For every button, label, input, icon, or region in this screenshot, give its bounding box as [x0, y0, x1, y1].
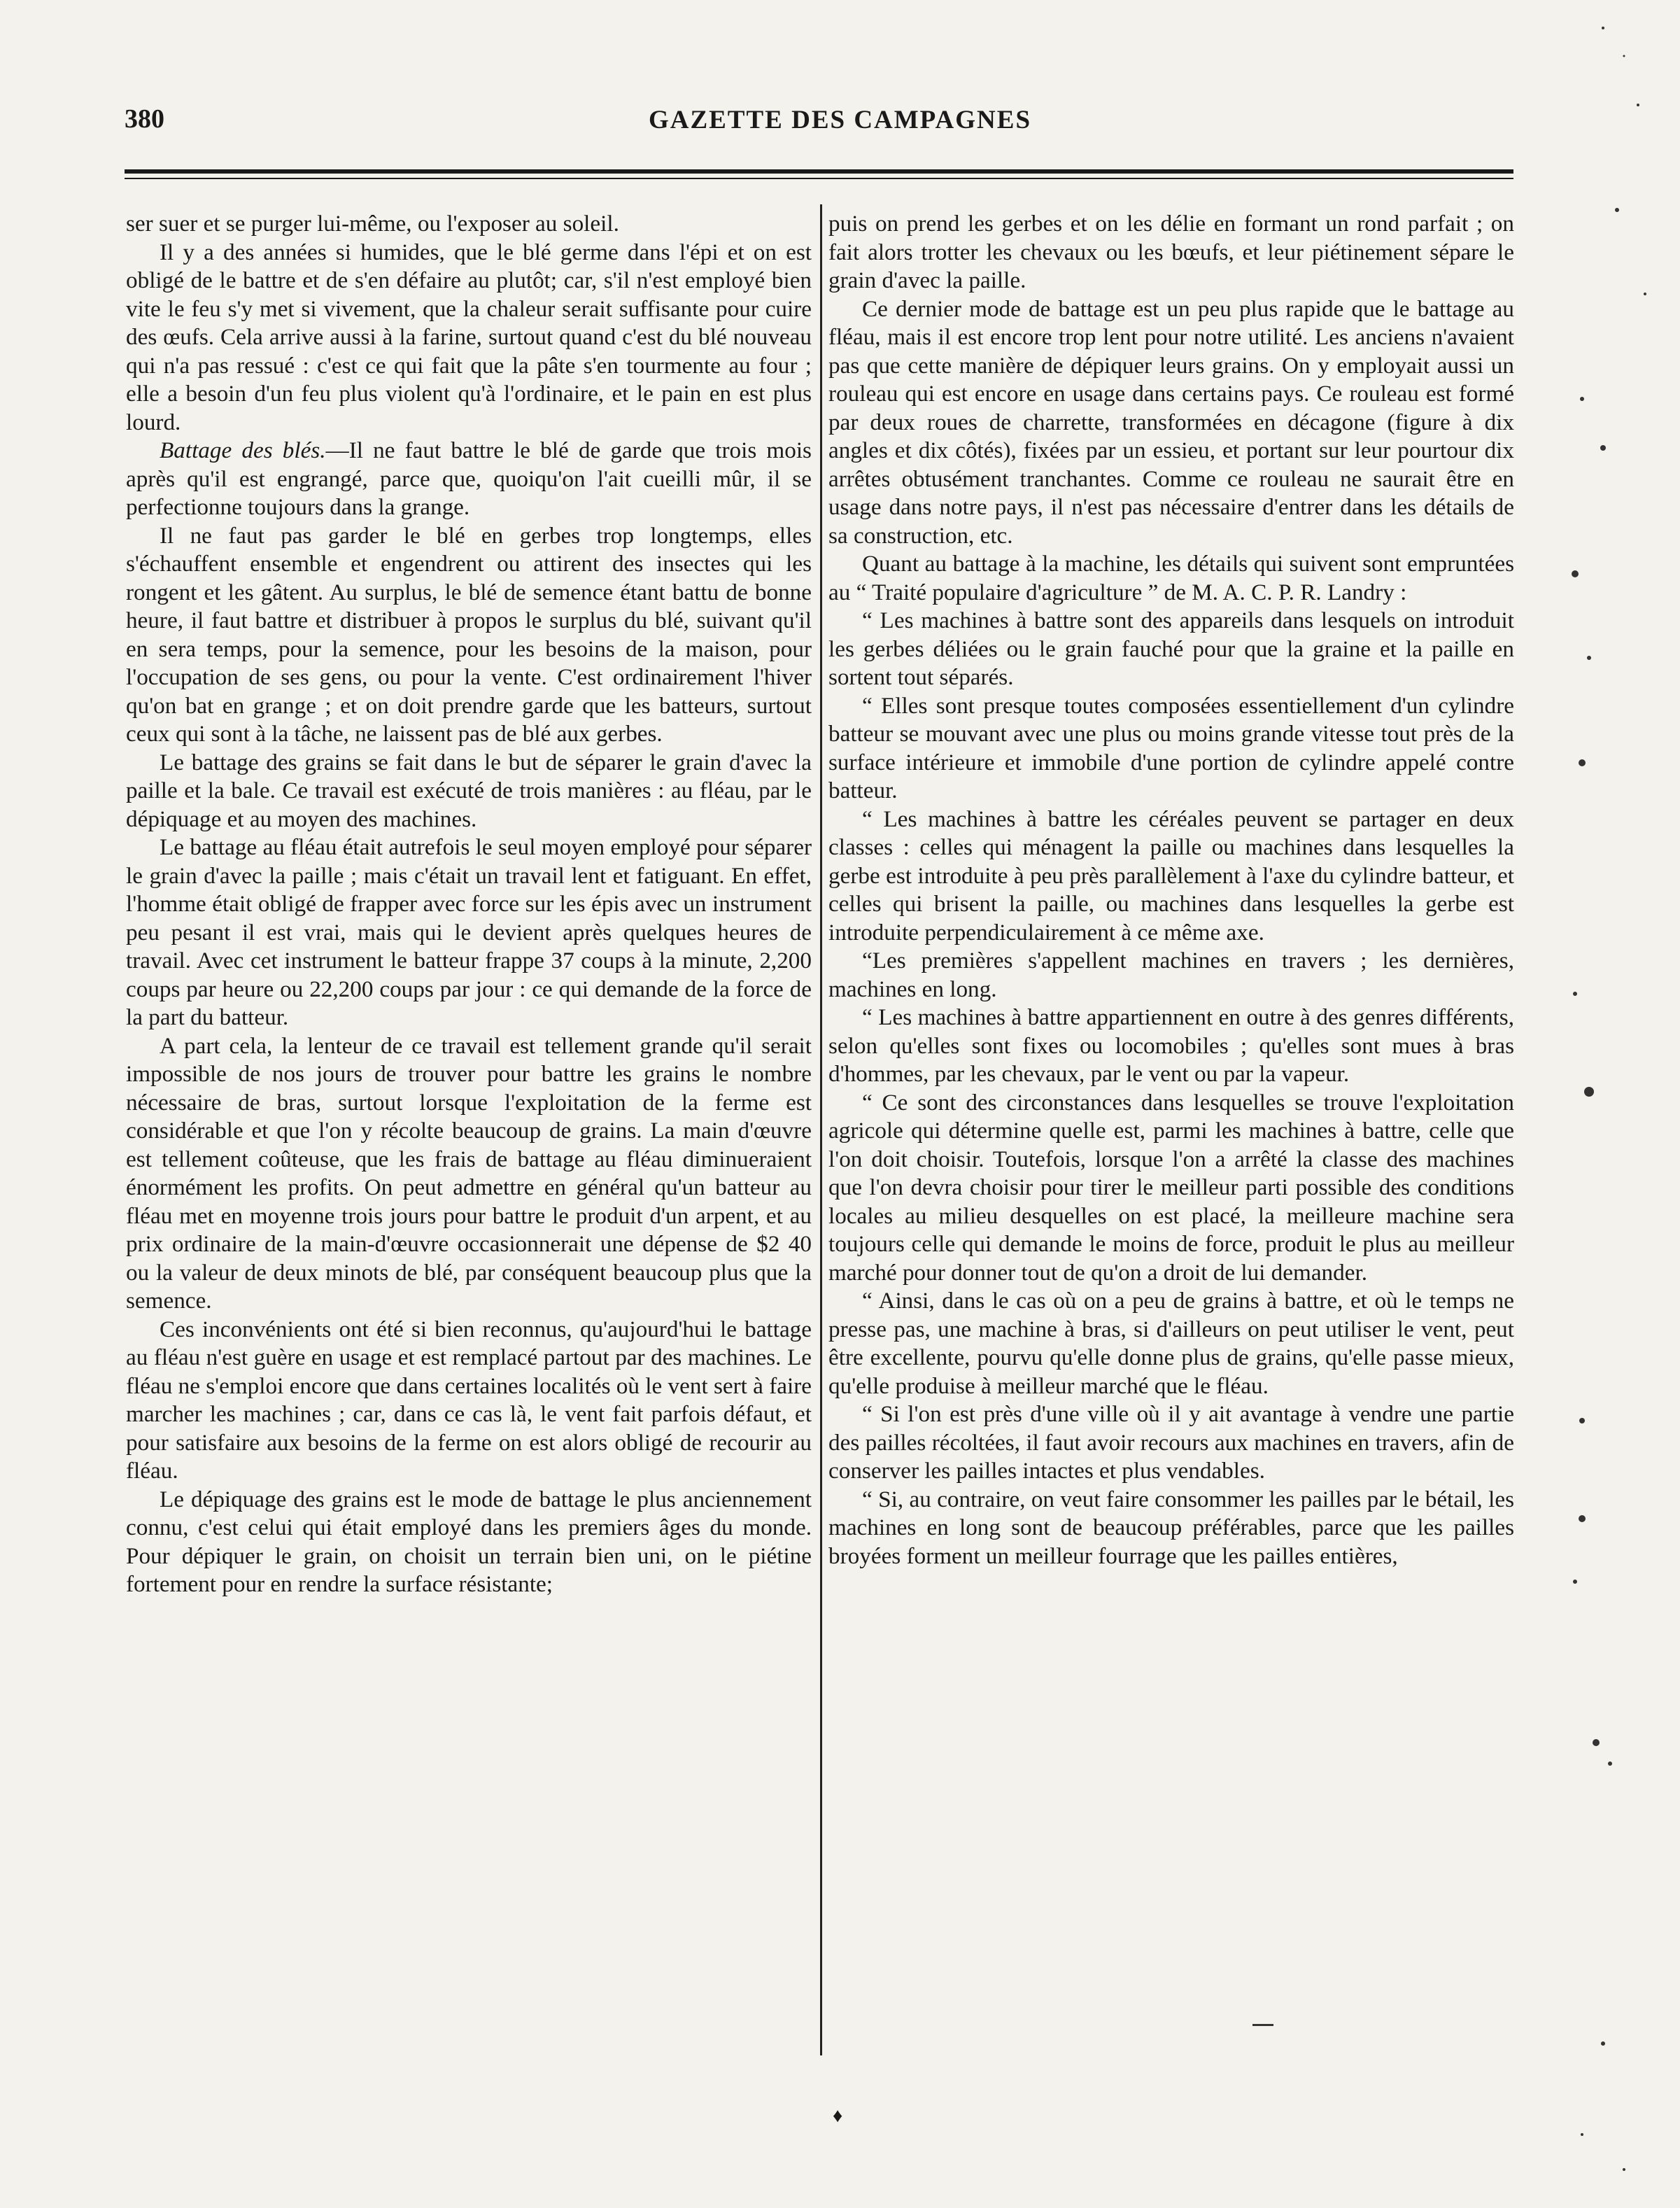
paragraph: “ Les machines à battre sont des appareils dans lesquels on introduit les gerbes déliées ou le grain fauché pour que la graine et la paille en sortent tout séparés. — [828, 607, 1514, 690]
paragraph: “ Elles sont presque toutes composées essentiellement d'un cylindre batteur se mouvant avec une plus ou moins grande vitesse tout près de la surface intérieure et immobile d'une portion de cylindre appelé contre batteur. — [828, 692, 1514, 803]
right-column — [828, 210, 1514, 1570]
section-heading: Battage des blés. — [160, 437, 326, 463]
paragraph-text: —Il ne faut battre le blé de garde que trois mois après qu'il est engrangé, parce que, quoiqu'on l'ait cueilli mûr, il se perfectionne toujours dans la grange. — [126, 437, 812, 520]
dash-mark — [1252, 2024, 1273, 2026]
paragraph: “Les premières s'appellent machines en travers ; les dernières, machines en long. — [828, 948, 1514, 1002]
page-number: 380 — [125, 104, 164, 134]
left-column — [126, 210, 812, 1599]
margin-specks — [1561, 0, 1666, 2208]
paragraph: Ce dernier mode de battage est un peu plus rapide que le battage au fléau, mais il est encore trop lent pour notre utilité. Les anciens n'avaient pas que cette manière de dépiquer leurs grains. On y employait aussi un rouleau qui est encore en usage dans certains pays. Ce rouleau est formé par deux roues de charrette, transformées en décagone (figure à dix angles et dix côtés), fixées par un essieu, et portant sur leur pourtour dix arrêtes obtusément tranchantes. Comme ce rouleau ne saurait être en usage dans notre pays, il n'est pas nécessaire d'entrer dans les détails de sa construction, etc. — [828, 295, 1514, 549]
paragraph: Le battage au fléau était autrefois le seul moyen employé pour séparer le grain d'avec la paille ; mais c'était un travail lent et fatiguant. En effet, l'homme était obligé de frapper avec force sur les épis avec un instrument peu pesant il est vrai, mais qui le devient après quelques heures de travail. Avec cet instrument le batteur frappe 37 coups à la minute, 2,200 coups par heure ou 22,200 coups par jour : ce qui demande de la force de la part du batteur. — [126, 834, 812, 1030]
paragraph: “ Ainsi, dans le cas où on a peu de grains à battre, et où le temps ne presse pas, une machine à bras, si d'ailleurs on peut utiliser le vent, peut être excellente, pourvu qu'elle donne plus de grains, qu'elle passe mieux, qu'elle produise à meilleur marché que le fléau. — [828, 1288, 1514, 1399]
paragraph: Le dépiquage des grains est le mode de battage le plus anciennement connu, c'est celui qui était employé dans les premiers âges du monde. Pour dépiquer le grain, on choisit un terrain bien uni, on le piétine fortement pour en rendre la surface résistante; — [126, 1486, 812, 1597]
paragraph — [126, 437, 812, 522]
ink-blot-icon: ♦ — [833, 2105, 843, 2127]
paragraph: “ Ce sont des circonstances dans lesquelles se trouve l'exploitation agricole qui détermine quelle est, parmi les machines à battre, celle que l'on doit choisir. Toutefois, lorsque l'on a arrêté la classe des machines que l'on devra choisir pour tirer le meilleur parti possible des conditions locales au milieu desquelles on est placé, la meilleure machine sera toujours celle qui demande le moins de force, produit le plus au meilleur marché pour donner tout de qu'on a droit de lui demander. — [828, 1089, 1514, 1286]
paragraph: ser suer et se purger lui-même, ou l'exposer au soleil. — [126, 211, 619, 237]
paragraph: puis on prend les gerbes et on les délie en formant un rond parfait ; on fait alors trotter les chevaux ou les bœufs, et leur piétinement sépare le grain d'avec la paille. — [828, 211, 1514, 293]
paragraph: “ Les machines à battre les céréales peuvent se partager en deux classes : celles qui ménagent la paille ou machines dans lesquelles la gerbe est introduite à peu près parallèlement à l'axe du cylindre batteur, et celles qui brisent la paille, ou machines dans lesquelles la gerbe est introduite perpendiculairement à ce même axe. — [828, 806, 1514, 945]
column-divider — [820, 204, 822, 2055]
running-title: GAZETTE DES CAMPAGNES — [648, 106, 1032, 134]
header-rule-thin — [125, 178, 1513, 179]
header-rule-thick — [125, 169, 1513, 174]
paragraph: A part cela, la lenteur de ce travail est tellement grande qu'il serait impossible de nos jours de trouver pour battre les grains le nombre nécessaire de bras, surtout lorsque l'exploitation de la ferme est considérable et que l'on y récolte beaucoup de grains. La main d'œuvre est tellement coûteuse, que les frais de battage au fléau diminueraient énormément les profits. On peut admettre en général qu'un batteur au fléau met en moyenne trois jours pour battre le produit d'un arpent, et au prix ordinaire de la main-d'œuvre occasionnerait une dépense de $2 40 ou la valeur de deux minots de blé, par conséquent beaucoup plus que la semence. — [126, 1032, 812, 1314]
paragraph: “ Si, au contraire, on veut faire consommer les pailles par le bétail, les machines en long sont de beaucoup préférables, parce que les pailles broyées forment un meilleur fourrage que les pailles entières, — [828, 1486, 1514, 1569]
paragraph: Ces inconvénients ont été si bien reconnus, qu'aujourd'hui le battage au fléau n'est guère en usage et est remplacé partout par des machines. Le fléau ne s'emploi encore que dans certaines localités où le vent sert à faire marcher les machines ; car, dans ce cas là, le vent fait parfois défaut, et pour satisfaire aux besoins de la ferme on est alors obligé de recourir au fléau. — [126, 1316, 812, 1484]
paragraph: “ Si l'on est près d'une ville où il y ait avantage à vendre une partie des pailles récoltées, il faut avoir recours aux machines en travers, afin de conserver les pailles intactes et plus vendables. — [828, 1401, 1514, 1484]
paragraph: Quant au battage à la machine, les détails qui suivent sont empruntées au “ Traité populaire d'agriculture ” de M. A. C. P. R. Landry : — [828, 551, 1514, 605]
paragraph: Il ne faut pas garder le blé en gerbes trop longtemps, elles s'échauffent ensemble et engendrent ou attirent des insectes qui les rongent et les gâtent. Au surplus, le blé de semence étant battu de bonne heure, il faut battre et distribuer à propos le surplus du blé, suivant qu'il en sera temps, pour la semence, pour les besoins de la maison, pour l'occupation de ses gens, ou pour la vente. C'est ordinairement l'hiver qu'on bat en grange ; et on doit prendre garde que les batteurs, surtout ceux qui sont à la tâche, ne laissent pas de blé aux gerbes. — [126, 522, 812, 747]
paragraph: Le battage des grains se fait dans le but de séparer le grain d'avec la paille et la bale. Ce travail est exécuté de trois manières : au fléau, par le dépiquage et au moyen des machines. — [126, 749, 812, 832]
paragraph: Il y a des années si humides, que le blé germe dans l'épi et on est obligé de le battre et de s'en défaire au plutôt; car, s'il n'est employé bien vite le feu s'y met si vivement, que la chaleur serait suffisante pour cuire des œufs. Cela arrive aussi à la farine, surtout quand c'est du blé nouveau qui n'a pas ressué : c'est ce qui fait que la pâte s'en tourmente au four ; elle a besoin d'un feu plus violent qu'à l'ordinaire, et le pain en est plus lourd. — [126, 239, 812, 435]
paragraph: “ Les machines à battre appartiennent en outre à des genres différents, selon qu'elles sont fixes ou locomobiles ; qu'elles sont mues à bras d'hommes, par les chevaux, par le vent ou par la vapeur. — [828, 1004, 1514, 1087]
